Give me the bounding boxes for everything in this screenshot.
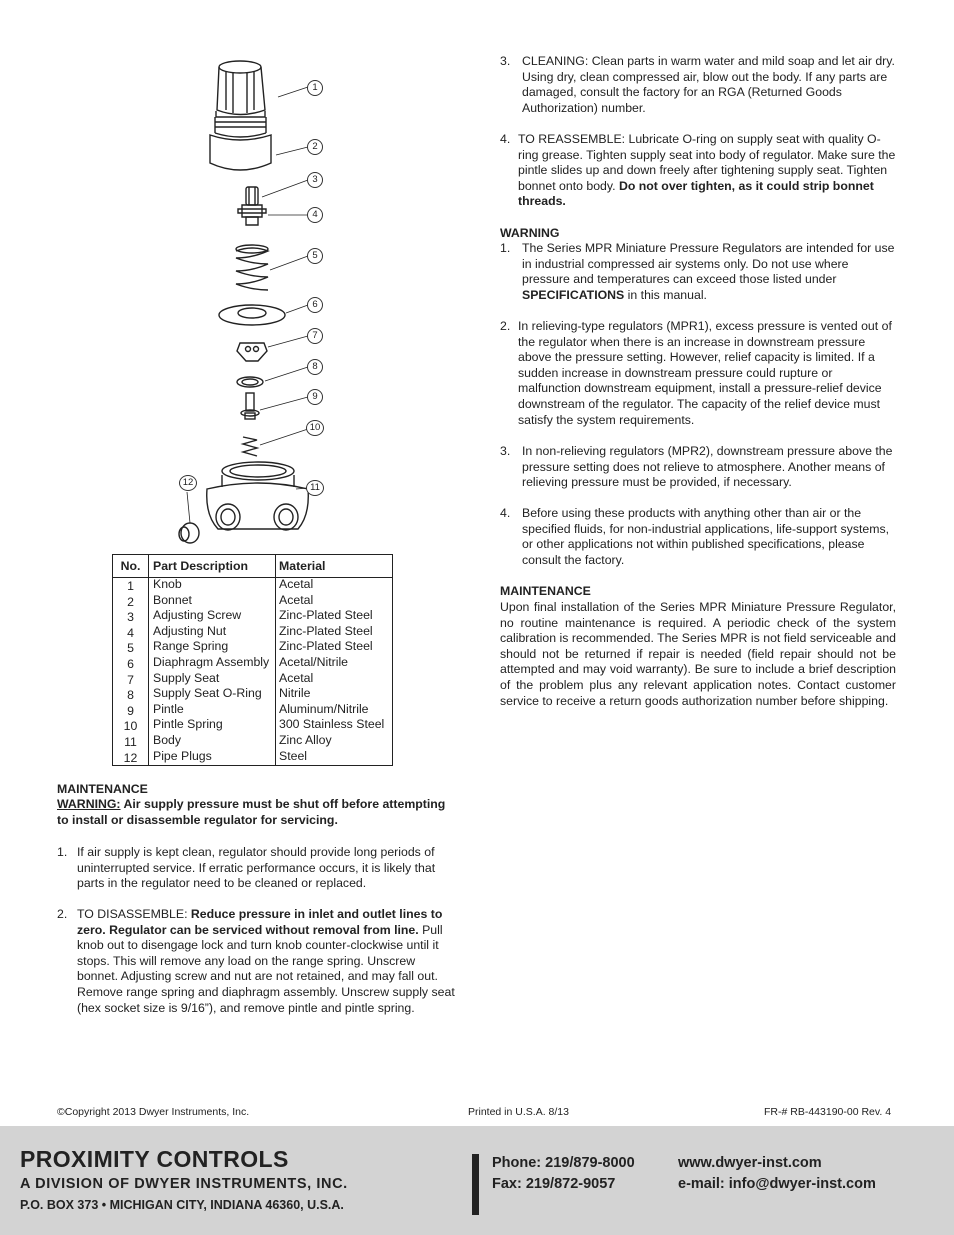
left-warning [57,797,457,828]
part-description: Supply Seat O-Ring [153,686,262,701]
item-text: Before using these products with anything other than air or the specified fluids, for non-industrial applications, life-support systems, or other applications not within published specifications, please consult the factory. [522,506,890,567]
part-description: Pintle Spring [153,717,223,732]
phone: Phone: 219/879-8000 [492,1155,635,1171]
header-description: Part Description [153,559,248,573]
row-number: 11 [124,735,137,749]
left-maintenance-heading: MAINTENANCE [57,782,148,796]
warning-heading: WARNING [500,226,560,240]
address-line: P.O. BOX 373 • MICHIGAN CITY, INDIANA 46360, U.S.A. [20,1198,344,1212]
part-material: Zinc-Plated Steel [279,639,373,654]
part-description: Pintle [153,701,184,716]
item-text: In relieving-type regulators (MPR1), excess pressure is vented out of the regulator when there is an increase in downstream pressure above the pressure setting. However, relief capacity is limited. If a sudden increase in downstream pressure could rupture or malfunction downstream equipment, install a pressure-relief device downstream of the regulator. The capacity of the relief device must satisfy the system requirements. [518,319,892,427]
row-number: 6 [127,657,134,671]
parts-table [112,554,393,766]
email-link[interactable]: e-mail: info@dwyer-inst.com [678,1176,876,1192]
item-number: 1. [500,241,511,255]
warning-item-2 [500,319,898,428]
item-number: 2. [500,319,511,333]
part-description: Adjusting Screw [153,608,242,623]
copyright: ©Copyright 2013 Dwyer Instruments, Inc. [57,1106,250,1118]
printed-in: Printed in U.S.A. 8/13 [468,1106,569,1118]
part-material: Nitrile [279,686,311,701]
row-number: 5 [127,641,134,656]
row-number: 1 [127,579,134,593]
exploded-parts-diagram [170,55,350,545]
part-material: Acetal/Nitrile [279,655,349,669]
row-number: 3 [127,610,134,625]
item-text: TO REASSEMBLE: Lubricate O-ring on supply seat with quality O-ring grease. Tighten supply seat into body of regulator. Make sure the pintle slides up and down freely after tightening supply seat. Tighten bonnet onto body. Do not over tighten, as it could strip bonnet threads. [518,132,896,209]
row-number: 7 [127,672,134,687]
callout-4: 4 [307,207,323,223]
left-item-1 [57,845,455,892]
item-number: 3. [500,54,511,68]
right-maintenance-text: Upon final installation of the Series MPR Miniature Pressure Regulator, no routine maintenance is required. A periodic check of the system calibration is recommended. The Series MPR is not field serviceable and should not be returned if repair is needed (field repair should not be attempted and may void warranty). Be sure to include a brief description of the problem plus any relevant application notes. Contact customer service to receive a return goods authorization number before shipping. [500,600,896,708]
item-number: 4. [500,506,511,520]
part-description: Body [153,733,182,747]
item-text: In non-relieving regulators (MPR2), downstream pressure above the pressure setting does not relieve to atmosphere. Another means of relieving pressure must be provided, if necessary. [522,444,893,490]
header-no: No. [120,559,141,573]
callout-1: 1 [307,80,323,96]
part-material: Zinc Alloy [279,733,332,747]
form-number: FR-# RB-443190-00 Rev. 4 [764,1106,892,1118]
item-text: CLEANING: Clean parts in warm water and mild soap and let air dry. Using dry, clean compressed air, blow out the body. If any parts are damaged, consult the factory for an RGA (Returned Goods Authorization) number. [522,54,895,115]
part-material: Aluminum/Nitrile [279,701,369,716]
part-material: Steel [279,748,308,763]
footer-band [0,1126,954,1235]
item-text: If air supply is kept clean, regulator should provide long periods of uninterrupted service. If erratic performance occurs, it is likely that parts in the regulator need to be cleaned or replaced. [77,845,436,891]
divider-bar [472,1154,479,1215]
part-material: Zinc-Plated Steel [279,608,373,623]
regulator-exploded-drawing [170,55,350,545]
callout-5: 5 [307,248,323,264]
row-number: 8 [127,688,134,703]
left-item-2 [57,907,455,1016]
table-header [113,555,392,578]
callout-8: 8 [307,359,323,375]
callout-10: 10 [306,420,324,436]
row-number: 12 [123,750,138,765]
part-description: Diaphragm Assembly [153,655,270,669]
part-description: Range Spring [153,639,229,654]
part-material: Zinc-Plated Steel [279,623,373,638]
website-link[interactable]: www.dwyer-inst.com [678,1155,822,1171]
callout-11: 11 [306,480,324,496]
item-text: The Series MPR Miniature Pressure Regulators are intended for use in industrial compressed air systems only. Do not use where pressure and temperatures can exceed those listed under SPECIFICATIONS in this manual. [522,241,895,302]
warning-label: WARNING: [57,797,121,811]
part-material: Acetal [279,592,314,607]
part-material: Acetal [279,577,314,591]
row-number: 9 [127,703,134,718]
warning-text: Air supply pressure must be shut off before attempting to install or disassemble regulator for servicing. [57,797,446,827]
fax: Fax: 219/872-9057 [492,1176,616,1192]
right-item-3 [500,54,898,116]
callout-9: 9 [307,389,323,405]
item-text: TO DISASSEMBLE: Reduce pressure in inlet and outlet lines to zero. Regulator can be serviced without removal from line. Pull knob out to disengage lock and turn knob counter-clockwise until it stops. This will remove any load on the range spring. Unscrew bonnet. Adjusting screw and nut are not retained, and may fall out. Remove range spring and diaphragm assembly. Unscrew supply seat (hex socket size is 9/16”), and remove pintle and pintle spring. [77,907,455,1015]
item-number: 1. [57,845,68,859]
right-item-4 [500,132,898,210]
company-name: PROXIMITY CONTROLS [20,1146,289,1172]
part-description: Bonnet [153,592,192,607]
warning-item-3 [500,444,898,491]
right-maintenance-heading: MAINTENANCE [500,584,591,598]
row-number: 2 [127,594,134,609]
row-number: 4 [127,625,134,640]
warning-item-1 [500,241,898,303]
callout-6: 6 [307,297,323,313]
callout-2: 2 [307,139,323,155]
callout-12: 12 [179,475,197,491]
part-material: 300 Stainless Steel [279,717,385,732]
item-number: 4. [500,132,511,146]
item-number: 3. [500,444,511,458]
item-number: 2. [57,907,68,921]
warning-item-4 [500,506,898,568]
callout-3: 3 [307,172,323,188]
header-material: Material [279,559,326,573]
part-description: Knob [153,577,182,591]
part-material: Acetal [279,670,314,685]
part-description: Adjusting Nut [153,623,227,638]
row-number: 10 [123,719,138,734]
division-line: A DIVISION OF DWYER INSTRUMENTS, INC. [20,1176,348,1192]
callout-7: 7 [307,328,323,344]
part-description: Pipe Plugs [153,748,212,763]
part-description: Supply Seat [153,670,220,685]
